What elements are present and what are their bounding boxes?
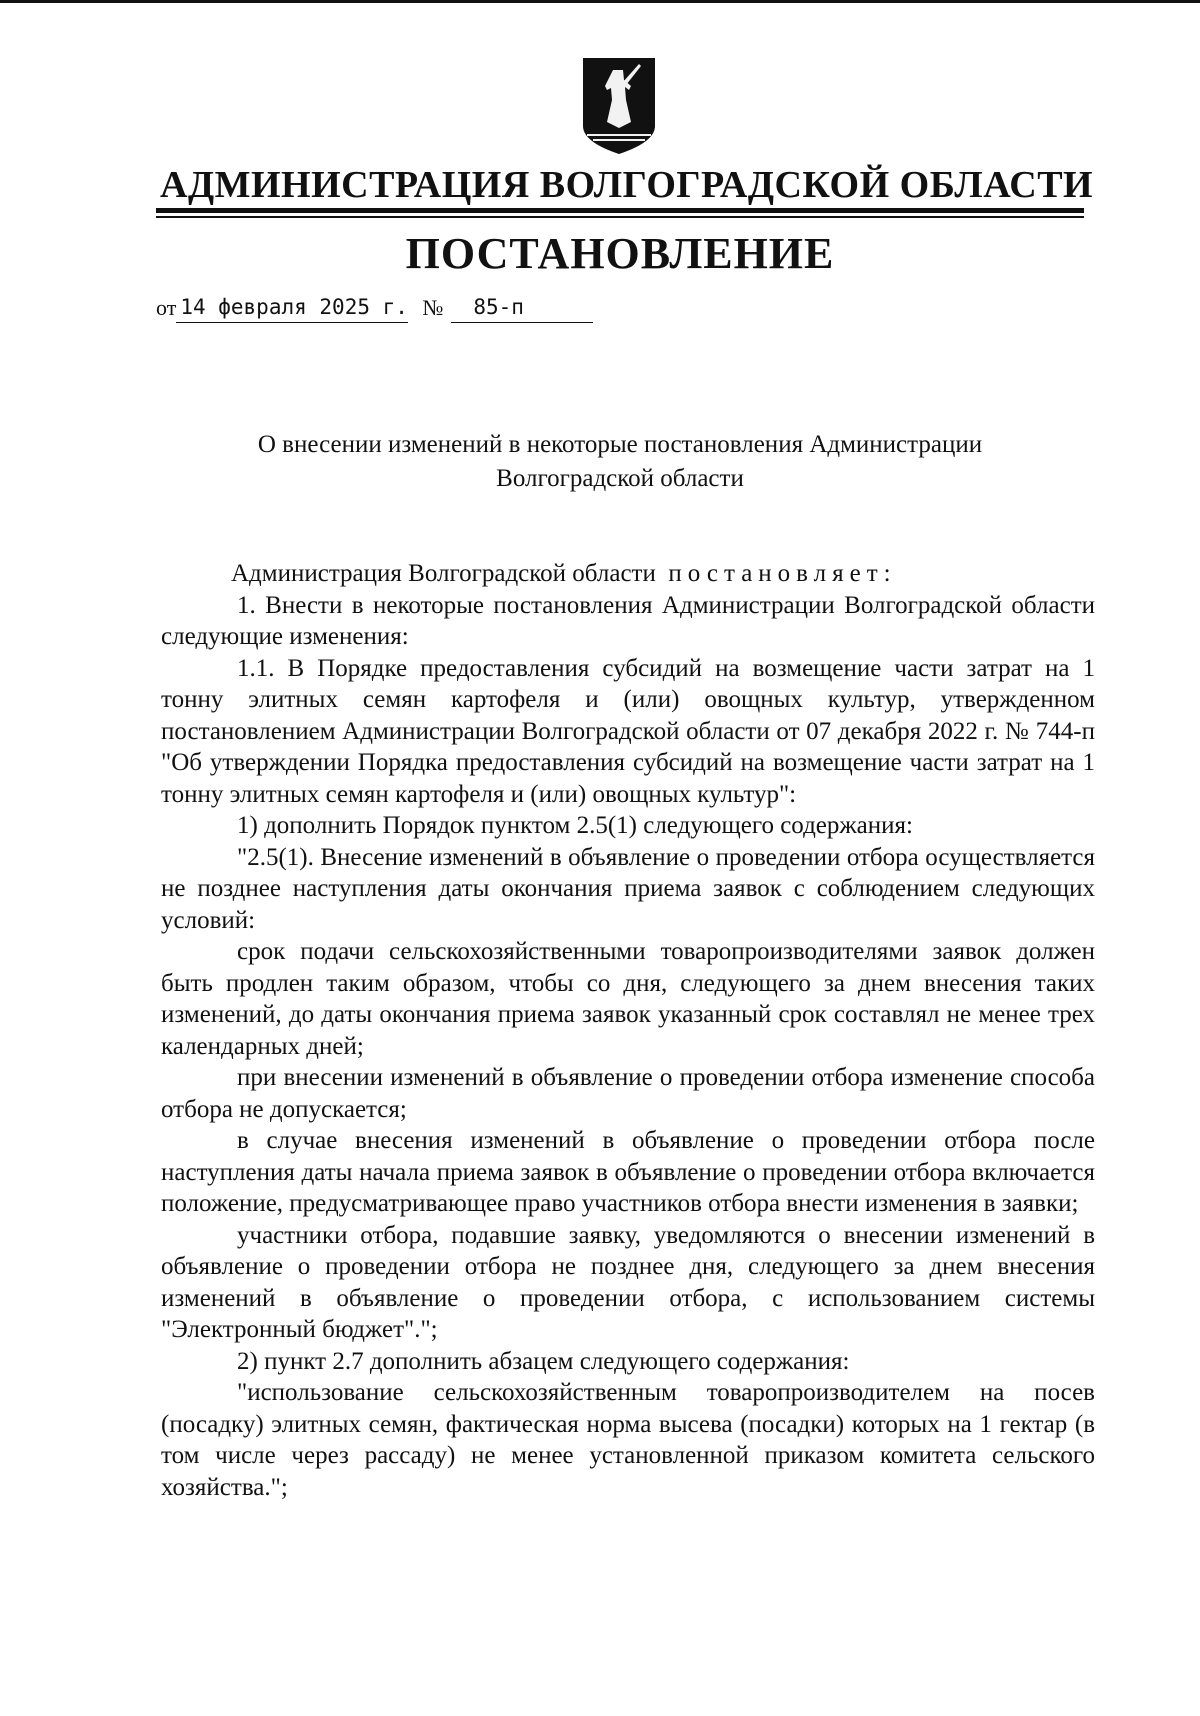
header-rule-thick bbox=[156, 208, 1084, 213]
paragraph-seed-use: "использование сельскохозяйственным товаропроизводителем на посев (посадку) элитных семян, фактическая норма высева (посадки) которых на 1 гектар (в том числе через рассаду) не менее установленной приказом комитета сельского хозяйства."; bbox=[161, 1379, 1095, 1501]
organization-title: АДМИНИСТРАЦИЯ ВОЛГОГРАДСКОЙ ОБЛАСТИ bbox=[160, 164, 1094, 206]
paragraph-term: срок подачи сельскохозяйственными товаропроизводителями заявок должен быть продлен таким образом, чтобы со дня, следующего за днем внесения таких изменений, до даты окончания приема заявок указанный срок составлял не менее трех календарных дней; bbox=[161, 938, 1095, 1060]
intro-paragraph bbox=[161, 558, 1095, 590]
document-date: 14 февраля 2025 г. bbox=[176, 292, 408, 323]
subject-line-2: Волгоградской области bbox=[496, 465, 744, 492]
intro-verb: постановляет: bbox=[668, 560, 897, 587]
paragraph-1-1: 1.1. В Порядке предоставления субсидий на возмещение части затрат на 1 тонну элитных семян картофеля и (или) овощных культур, утвержденном постановлением Администрации Волгоградской области от 07 декабря 2022 г. № 744-п "Об утверждении Порядка предоставления субсидий на возмещение части затрат на 1 тонну элитных семян картофеля и (или) овощных культур": bbox=[161, 654, 1095, 808]
document-body bbox=[161, 558, 1095, 1503]
paragraph-item-1: 1) дополнить Порядок пунктом 2.5(1) следующего содержания: bbox=[237, 812, 913, 839]
document-type-title: ПОСТАНОВЛЕНИЕ bbox=[405, 229, 835, 278]
paragraph-item-2: 2) пункт 2.7 дополнить абзацем следующего содержания: bbox=[237, 1347, 850, 1375]
date-number-line bbox=[156, 292, 593, 326]
header-rule-thin bbox=[156, 216, 1084, 218]
volgograd-emblem-icon bbox=[579, 56, 659, 156]
date-prefix: от bbox=[156, 295, 177, 320]
paragraph-2-5-1: "2.5(1). Внесение изменений в объявление о проведении отбора осуществляется не позднее наступления даты окончания приема заявок с соблюдением следующих условий: bbox=[161, 843, 1095, 934]
paragraph-1: 1. Внести в некоторые постановления Администрации Волгоградской области следующие изменения: bbox=[161, 591, 1095, 650]
paragraph-changes: в случае внесения изменений в объявление о проведении отбора после наступления даты начала приема заявок в объявление о проведении отбора включается положение, предусматривающее право участников отбора внести изменения в заявки; bbox=[161, 1127, 1095, 1217]
document-number: 85-п bbox=[451, 292, 593, 323]
paragraph-notification: участники отбора, подавшие заявку, уведомляются о внесении изменений в объявление о проведении отбора не позднее дня, следующего за днем внесения изменений в объявление о проведении отбора, с использованием системы "Электронный бюджет"."; bbox=[161, 1221, 1095, 1343]
subject-line-1: О внесении изменений в некоторые постановления Администрации bbox=[257, 431, 983, 458]
number-prefix: № bbox=[422, 295, 444, 320]
intro-subject: Администрация Волгоградской области bbox=[231, 560, 656, 587]
document-subject bbox=[160, 428, 1080, 496]
paragraph-method: при внесении изменений в объявление о проведении отбора изменение способа отбора не допускается; bbox=[161, 1064, 1095, 1123]
page-top-edge bbox=[0, 0, 1200, 3]
